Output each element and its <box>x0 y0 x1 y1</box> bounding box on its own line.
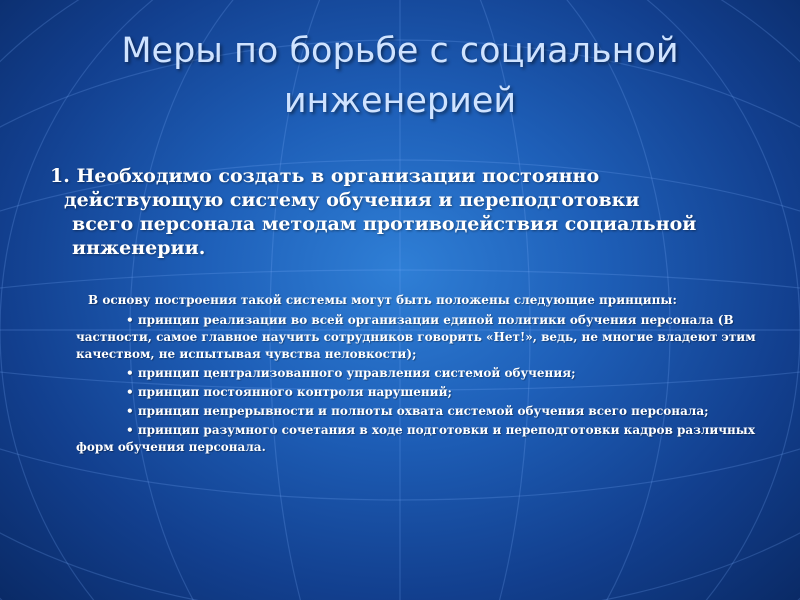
principle-item <box>76 312 756 363</box>
principle-text: • принцип централизованного управления системой обучения; <box>126 366 576 380</box>
principle-item <box>76 365 756 382</box>
slide-title: Меры по борьбе с социальной инженерией <box>121 31 679 121</box>
principle-item <box>76 422 756 456</box>
principles-block <box>76 292 756 458</box>
principle-text: • принцип разумного сочетания в ходе подготовки и переподготовки кадров различных форм обучения персонала. <box>76 423 755 454</box>
lead-line: инженерии. <box>72 237 206 259</box>
lead-paragraph <box>50 164 750 260</box>
lead-line: 1. Необходимо создать в организации постоянно <box>50 165 600 187</box>
principle-text: • принцип непрерывности и полноты охвата системой обучения всего персонала; <box>126 404 709 418</box>
principle-text: • принцип реализации во всей организации единой политики обучения персонала (В частности, самое главное научить сотрудников говорить «Нет!», ведь, не многие владеют этим качеством, не испытывая чувства неловкости); <box>76 313 756 361</box>
lead-line: всего персонала методам противодействия социальной <box>72 213 697 235</box>
principle-item <box>76 384 756 401</box>
lead-line: действующую систему обучения и переподготовки <box>64 189 640 211</box>
principle-text: • принцип постоянного контроля нарушений; <box>126 385 452 399</box>
principles-intro: В основу построения такой системы могут быть положены следующие принципы: <box>88 293 677 307</box>
principle-item <box>76 403 756 420</box>
